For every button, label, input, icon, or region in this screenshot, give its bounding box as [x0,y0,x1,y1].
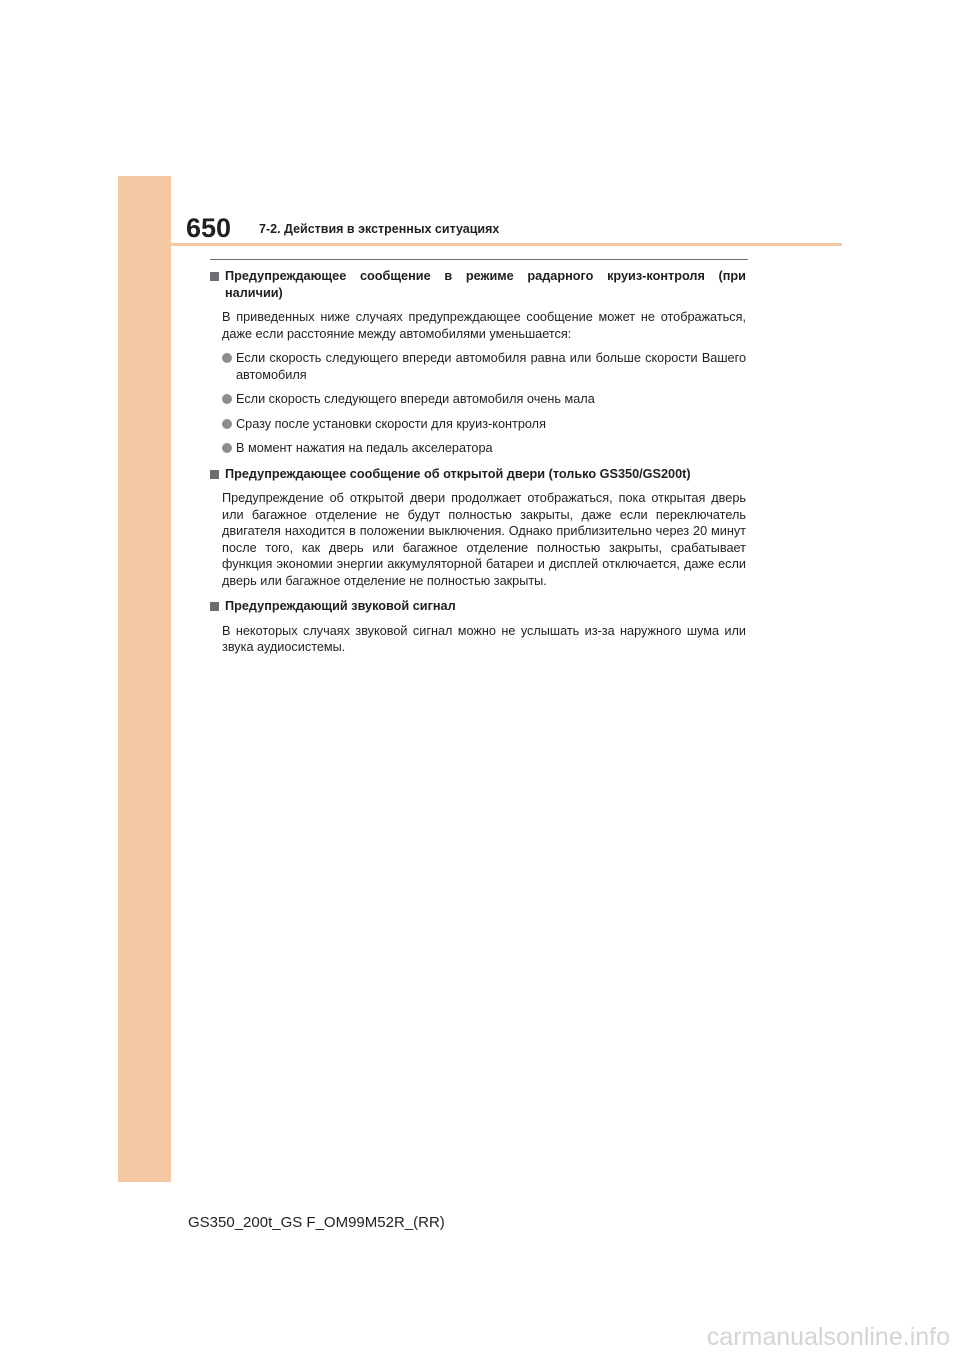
list-item [222,416,746,433]
watermark: carmanualsonline.info [706,1323,950,1351]
section-paragraph: Предупреждение об открытой двери продолжает отображаться, пока открытая дверь или багажное отделение не будут полностью закрыты, даже если переключатель двигателя находится в положении выключения. Однако приблизительно через 20 минут после того, как дверь или багажное отделение полностью закрыты, срабатывает функция экономии энергии аккумуляторной батареи и дисплей отключается, даже если дверь или багажное отделение не полностью закрыты. [222,491,746,588]
list-item [222,391,746,408]
circle-bullet-icon [222,394,232,404]
section-heading-text: Предупреждающее сообщение в режиме радарного круиз-контроля (при наличии) [225,269,746,300]
square-bullet-icon [210,470,219,479]
list-item [222,440,746,457]
document-code: GS350_200t_GS F_OM99M52R_(RR) [188,1214,445,1231]
content-body [210,268,746,656]
side-color-band [118,176,171,1182]
square-bullet-icon [210,272,219,281]
section-title: 7-2. Действия в экстренных ситуациях [259,222,500,236]
content-divider [210,259,748,260]
circle-bullet-icon [222,443,232,453]
circle-bullet-icon [222,353,232,363]
circle-bullet-icon [222,419,232,429]
list-item-text: Если скорость следующего впереди автомобиля очень мала [236,392,595,406]
list-item-text: В момент нажатия на педаль акселератора [236,441,493,455]
section-heading [210,466,746,483]
page-number: 650 [186,213,232,243]
list-item [222,350,746,383]
section-paragraph: В некоторых случаях звуковой сигнал можно не услышать из-за наружного шума или звука аудиосистемы. [222,623,746,654]
header-divider [118,243,842,246]
section-heading-text: Предупреждающий звуковой сигнал [225,599,456,613]
section-paragraph: В приведенных ниже случаях предупреждающее сообщение может не отображаться, даже если расстояние между автомобилями уменьшается: [222,310,746,341]
list-item-text: Сразу после установки скорости для круиз-контроля [236,416,546,431]
list-item-text: Если скорость следующего впереди автомобиля равна или больше скорости Вашего автомобиля [236,351,746,382]
section-heading [210,598,746,615]
square-bullet-icon [210,602,219,611]
section-heading [210,268,746,301]
section-heading-text: Предупреждающее сообщение об открытой двери (только GS350/GS200t) [225,466,691,481]
